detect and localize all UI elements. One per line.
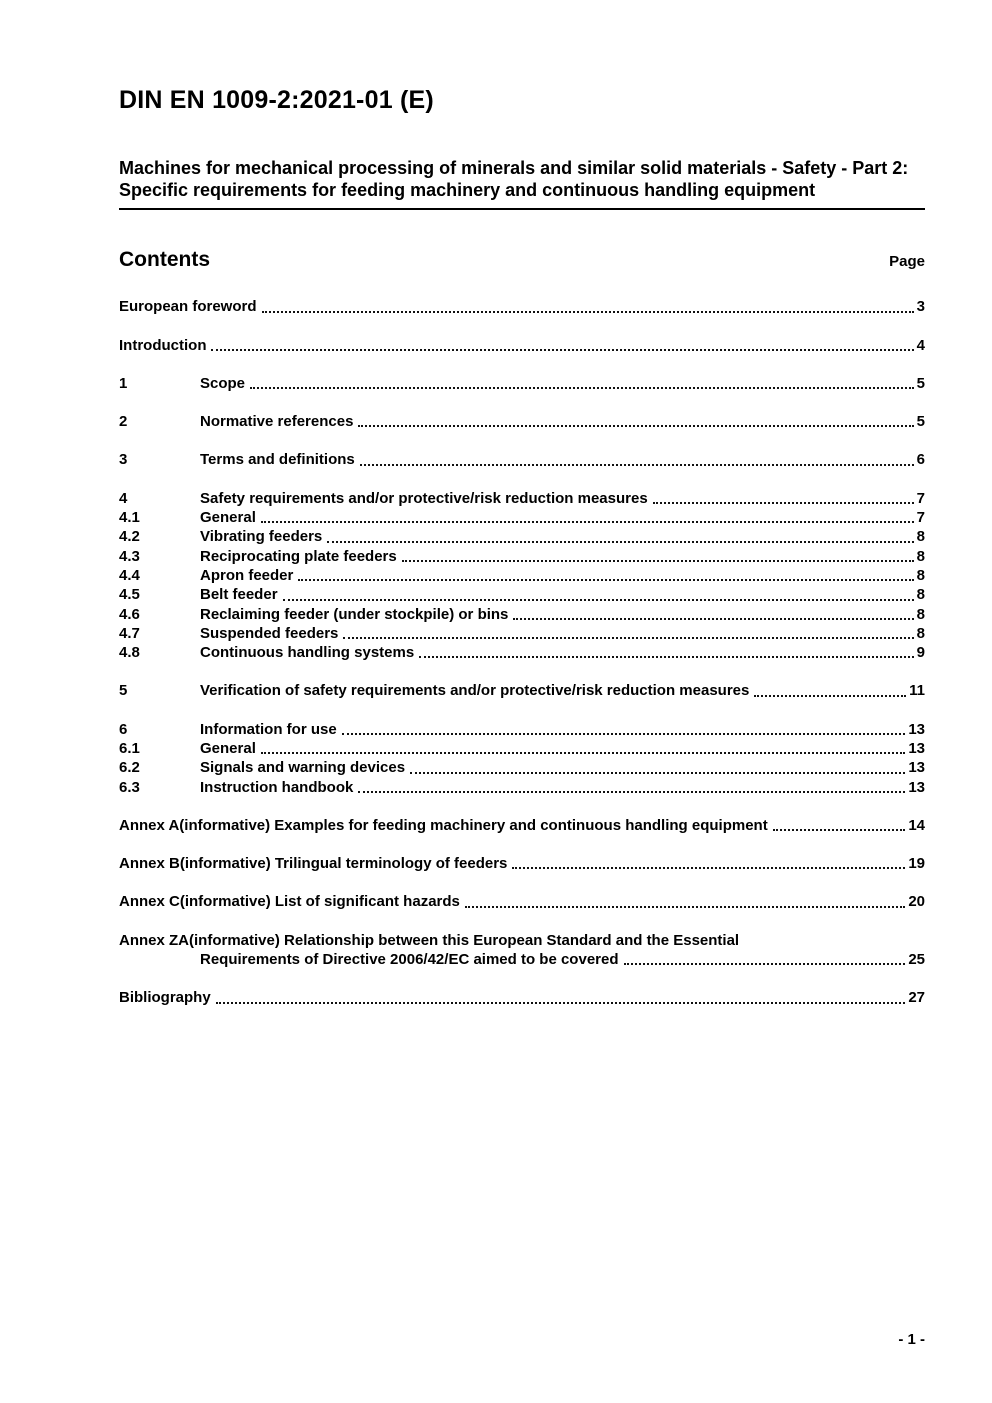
toc-entry-label: Introduction <box>119 336 207 354</box>
toc-entry <box>119 605 925 624</box>
toc-entry <box>119 547 925 566</box>
toc-entry <box>119 778 925 797</box>
toc-dot-leader <box>465 906 905 908</box>
toc-dot-leader <box>653 502 914 504</box>
toc-dot-leader <box>419 656 913 658</box>
toc-dot-leader <box>283 599 914 601</box>
toc-entry-page: 14 <box>908 816 925 834</box>
toc-entry-page: 8 <box>916 624 925 642</box>
toc-dot-leader <box>343 637 913 639</box>
toc-entry <box>119 988 925 1007</box>
toc-entry-number: 5 <box>119 682 128 700</box>
toc-dot-leader <box>358 425 913 427</box>
toc-entry-page: 3 <box>916 298 925 316</box>
toc-entry <box>119 739 925 758</box>
toc-entry-label: Reclaiming feeder (under stockpile) or bins <box>200 605 509 623</box>
toc-dot-leader <box>298 579 913 581</box>
toc-entry-page: 13 <box>908 759 925 777</box>
toc-entry-label: Scope <box>200 374 246 392</box>
toc-dot-leader <box>250 387 914 389</box>
toc-entry <box>119 624 925 643</box>
document-title: Machines for mechanical processing of minerals and similar solid materials - Safety - Part 2: Specific requirements for feeding machinery and continuous handling equipment <box>119 158 909 201</box>
toc-entry-label: Annex C(informative) List of significant hazards <box>119 893 460 911</box>
toc-dot-leader <box>754 695 906 697</box>
toc-dot-leader <box>624 963 906 965</box>
toc-entry-number: 4.2 <box>119 528 140 546</box>
toc-entry-label: Annex B(informative) Trilingual terminology of feeders <box>119 855 508 873</box>
toc-entry-number: 4.5 <box>119 586 140 604</box>
toc-entry-label: Terms and definitions <box>200 451 355 469</box>
toc-entry <box>119 892 925 911</box>
title-divider <box>119 208 925 210</box>
toc-entry-label-continued: Requirements of Directive 2006/42/EC aimed to be covered <box>200 951 619 969</box>
toc-entry <box>119 720 925 739</box>
toc-entry-label: Verification of safety requirements and/or protective/risk reduction measures <box>200 682 750 700</box>
toc-entry-page: 6 <box>916 451 925 469</box>
toc-entry-label: Apron feeder <box>200 566 294 584</box>
toc-entry-number: 4.3 <box>119 547 140 565</box>
toc-entry-label: Suspended feeders <box>200 624 339 642</box>
toc-entry-number: 3 <box>119 451 128 469</box>
toc-entry-number: 2 <box>119 413 128 431</box>
toc-dot-leader <box>261 521 914 523</box>
toc-entry-page: 25 <box>908 951 925 969</box>
toc-entry <box>119 931 925 970</box>
toc-entry-label: Bibliography <box>119 989 211 1007</box>
toc-entry-page: 8 <box>916 547 925 565</box>
toc-entry <box>119 758 925 777</box>
toc-entry-page: 8 <box>916 528 925 546</box>
toc-entry <box>119 374 925 393</box>
toc-entry-label: Instruction handbook <box>200 778 354 796</box>
toc-entry-page: 5 <box>916 413 925 431</box>
toc-entry-number: 4.6 <box>119 605 140 623</box>
toc-entry-label: Normative references <box>200 413 354 431</box>
toc-entry-number: 6.2 <box>119 759 140 777</box>
toc-entry-label: Information for use <box>200 720 337 738</box>
toc-dot-leader <box>358 791 905 793</box>
toc-entry <box>119 297 925 316</box>
toc-entry-page: 20 <box>908 893 925 911</box>
toc-dot-leader <box>410 772 905 774</box>
toc-entry-page: 5 <box>916 374 925 392</box>
toc-entry <box>119 816 925 835</box>
toc-entry-page: 7 <box>916 509 925 527</box>
toc-dot-leader <box>262 311 914 313</box>
toc-entry-label: General <box>200 740 256 757</box>
toc-entry-page: 9 <box>916 644 925 662</box>
toc-entry-page: 13 <box>908 778 925 796</box>
toc-entry <box>119 527 925 546</box>
document-number: DIN EN 1009-2:2021-01 (E) <box>119 86 434 114</box>
toc-entry-number: 4.8 <box>119 644 140 662</box>
toc-entry-label: Signals and warning devices <box>200 759 406 777</box>
toc-entry-page: 4 <box>916 336 925 354</box>
toc-entry-number: 6.1 <box>119 740 140 757</box>
toc-entry-page: 13 <box>908 740 925 757</box>
footer-page-number: - 1 - <box>898 1331 925 1348</box>
toc-dot-leader <box>360 464 914 466</box>
page-column-label: Page <box>889 253 925 271</box>
toc-entry-page: 8 <box>916 605 925 623</box>
contents-heading: Contents <box>119 248 210 272</box>
toc-entry-page: 27 <box>908 989 925 1007</box>
toc-entry-label: Annex ZA(informative) Relationship between this European Standard and the Essential <box>119 931 740 949</box>
toc-entry-number: 4.4 <box>119 566 140 584</box>
toc-entry <box>119 854 925 873</box>
toc-entry-label: Annex A(informative) Examples for feeding machinery and continuous handling equipment <box>119 816 768 834</box>
toc-entry-page: 19 <box>908 855 925 873</box>
toc-entry <box>119 566 925 585</box>
toc-entry-label: Belt feeder <box>200 586 278 604</box>
toc-entry-page: 8 <box>916 566 925 584</box>
toc-entry <box>119 336 925 355</box>
toc-entry-label: European foreword <box>119 298 257 316</box>
toc-entry-label: Continuous handling systems <box>200 644 415 662</box>
toc-dot-leader <box>261 752 905 754</box>
toc-entry-label: Reciprocating plate feeders <box>200 547 397 565</box>
toc-entry <box>119 585 925 604</box>
toc-entry <box>119 681 925 700</box>
contents-header <box>119 248 925 272</box>
toc-entry-number: 1 <box>119 374 128 392</box>
toc-entry <box>119 450 925 469</box>
toc-entry-page: 8 <box>916 586 925 604</box>
toc-entry-number: 4 <box>119 489 128 507</box>
toc-entry-page: 7 <box>916 489 925 507</box>
toc-dot-leader <box>327 541 913 543</box>
toc-entry <box>119 643 925 662</box>
toc-dot-leader <box>513 618 913 620</box>
toc-entry-number: 4.7 <box>119 624 140 642</box>
toc-dot-leader <box>216 1002 906 1004</box>
toc-dot-leader <box>773 829 906 831</box>
toc-entry-page: 13 <box>908 720 925 738</box>
table-of-contents <box>119 297 925 1007</box>
toc-entry-label: Safety requirements and/or protective/risk reduction measures <box>200 489 648 507</box>
toc-dot-leader <box>211 349 913 351</box>
toc-entry-number: 6.3 <box>119 778 140 796</box>
toc-dot-leader <box>512 867 905 869</box>
toc-entry-label: Vibrating feeders <box>200 528 323 546</box>
toc-entry <box>119 412 925 431</box>
toc-entry-number: 6 <box>119 720 128 738</box>
toc-entry-page: 11 <box>909 682 925 700</box>
toc-dot-leader <box>342 733 906 735</box>
toc-entry <box>119 508 925 527</box>
toc-entry <box>119 489 925 508</box>
toc-entry-label: General <box>200 509 256 527</box>
toc-dot-leader <box>402 560 914 562</box>
toc-entry-number: 4.1 <box>119 509 140 527</box>
